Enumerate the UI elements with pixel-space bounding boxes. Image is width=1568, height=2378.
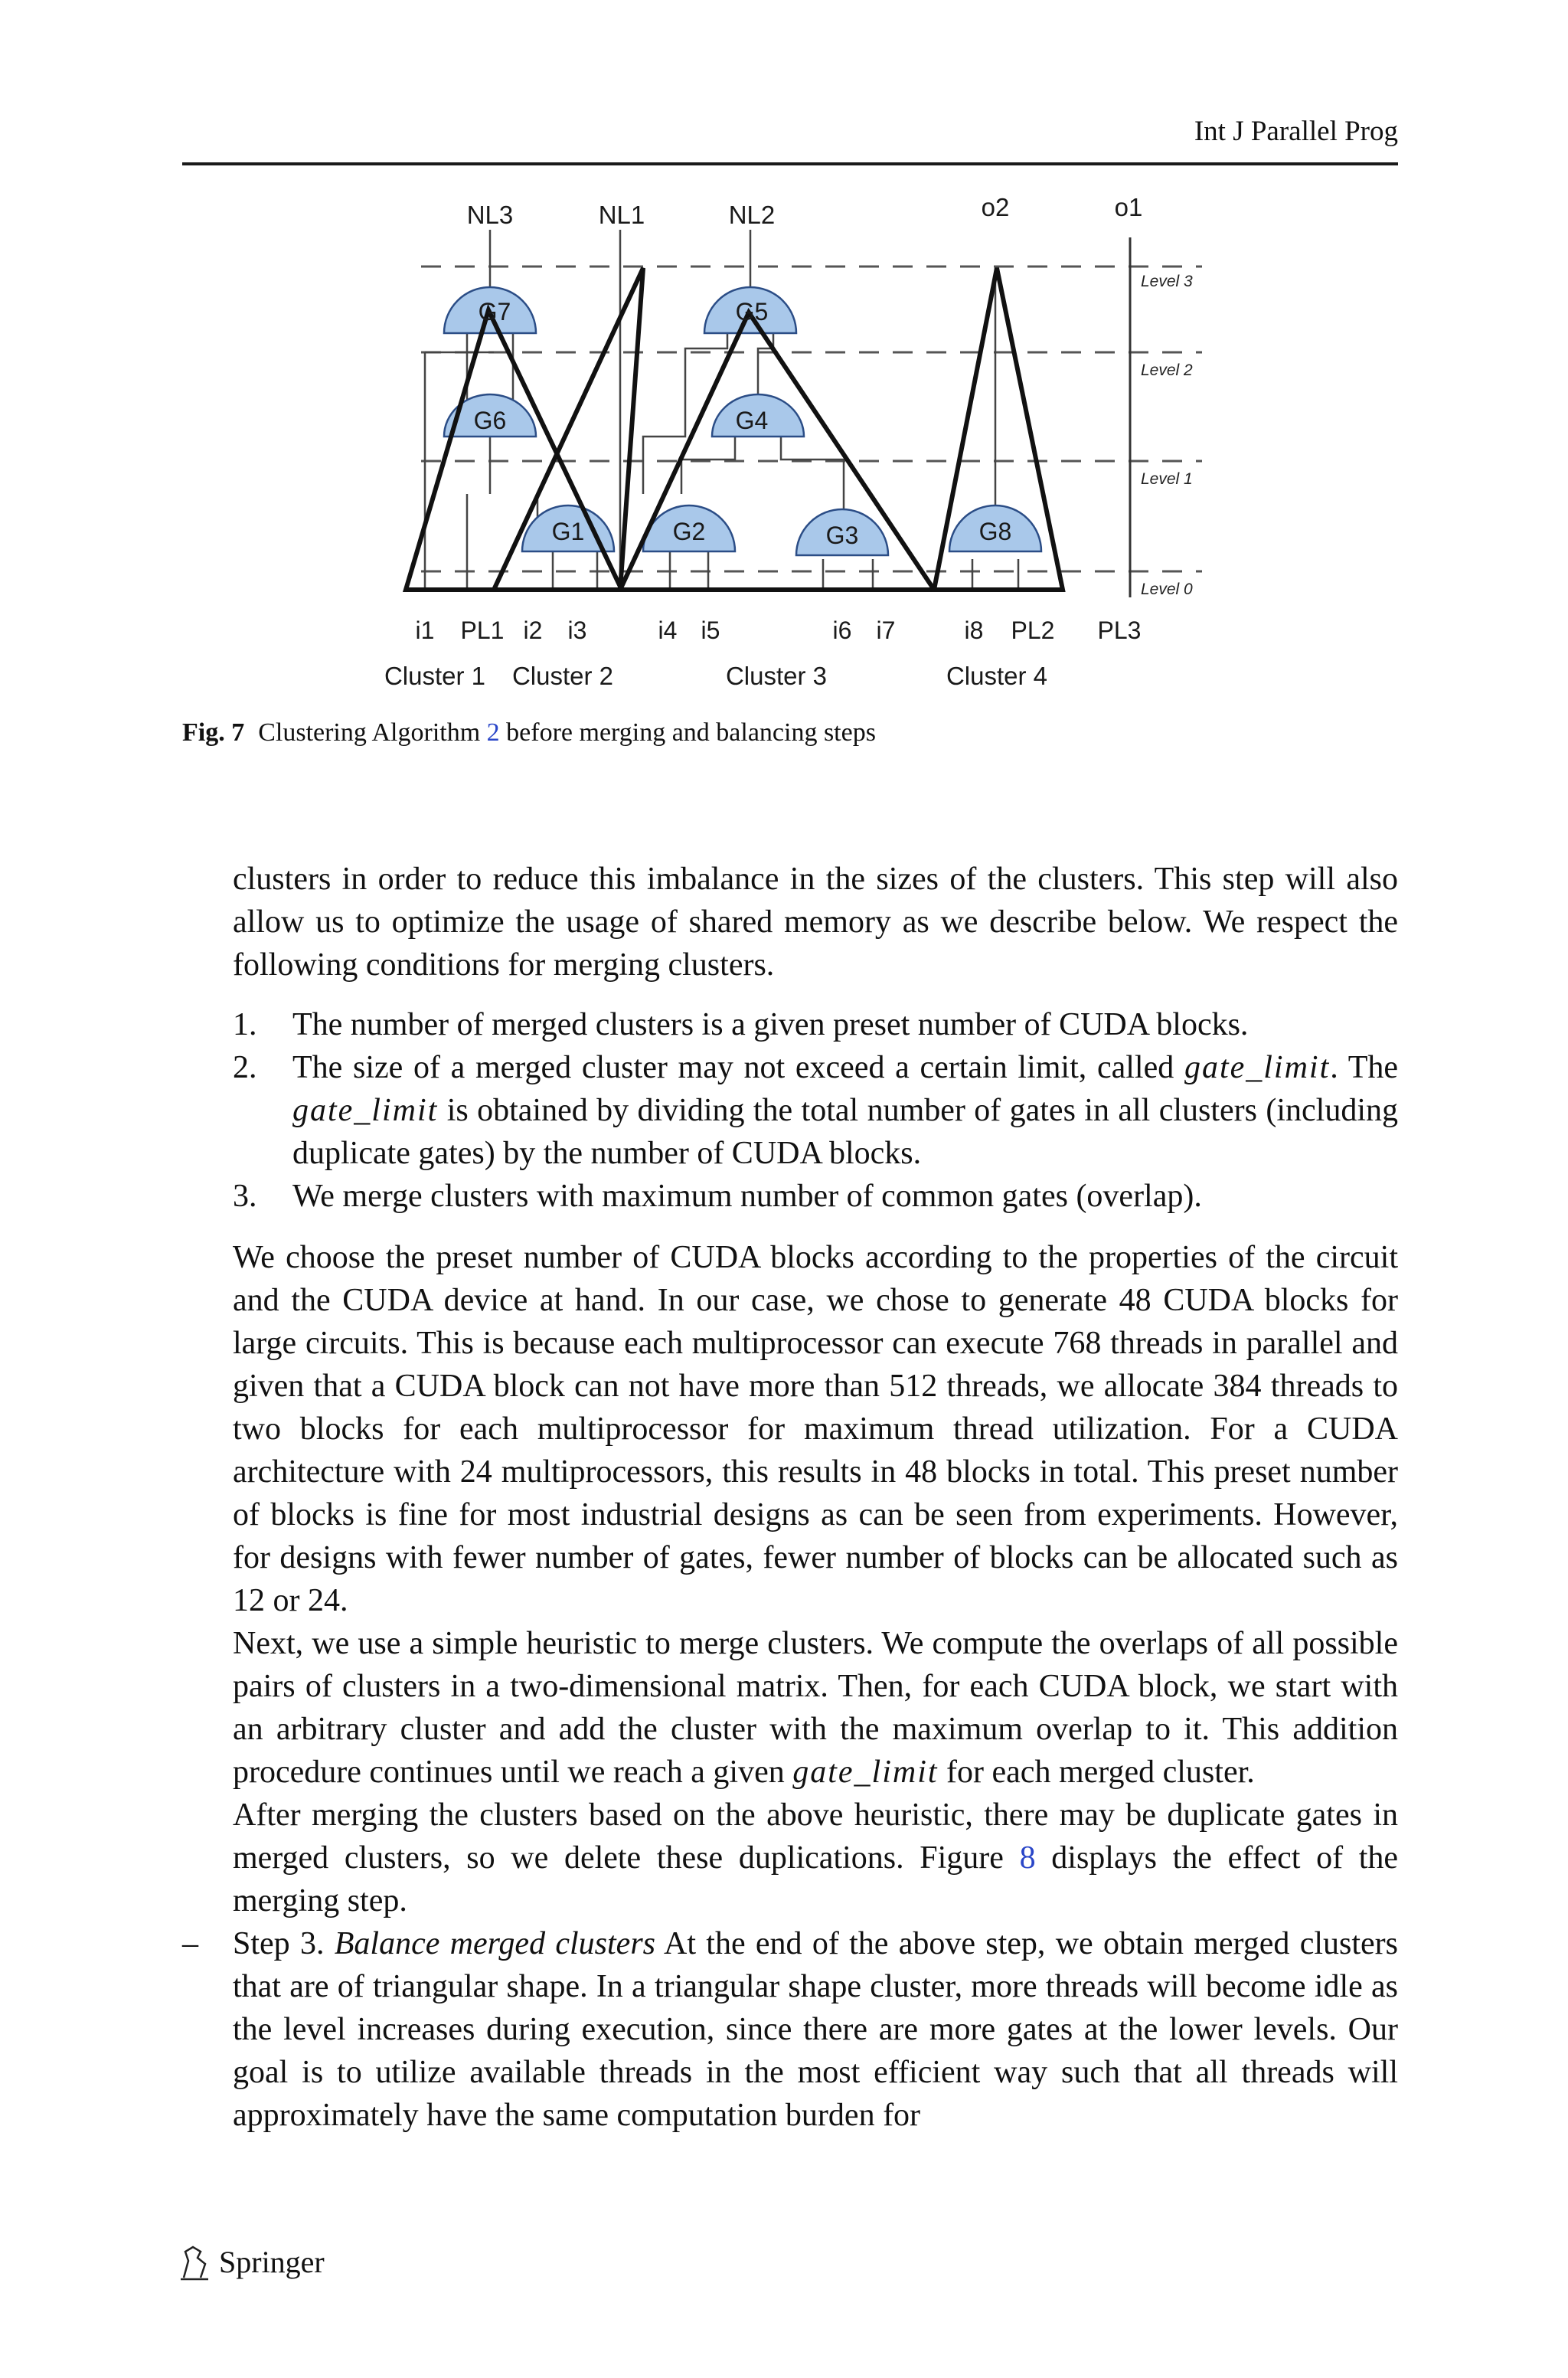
cluster-label: Cluster 2 bbox=[511, 662, 614, 690]
level-label: Level 1 bbox=[1141, 470, 1193, 488]
top-label: NL1 bbox=[598, 201, 645, 229]
gate-label: G1 bbox=[551, 518, 585, 545]
step-title: Balance merged clusters bbox=[334, 1926, 656, 1961]
input-label: i8 bbox=[964, 617, 984, 644]
running-head: Int J Parallel Prog bbox=[1194, 116, 1398, 147]
list-number: 2. bbox=[233, 1050, 257, 1085]
list-item bbox=[233, 1175, 1398, 1218]
gate-limit-term: gate_limit bbox=[292, 1093, 439, 1128]
springer-horse-icon bbox=[178, 2244, 211, 2281]
header-rule bbox=[182, 162, 1398, 165]
level-label: Level 3 bbox=[1141, 273, 1193, 290]
clustering-diagram bbox=[352, 191, 1240, 712]
gate-label: G6 bbox=[473, 407, 507, 434]
input-label: PL1 bbox=[460, 617, 505, 644]
paragraph-text: Next, we use a simple heuristic to merge clusters. We compute the overlaps of all possible pairs of clusters in a two-dimensional matrix. Then, for each CUDA block, we start with an arbitrary cluster and add the cluster with the maximum overlap to it. This addition procedure continues until we reach a given bbox=[233, 1626, 1398, 1790]
caption-label: Fig. 7 bbox=[182, 718, 245, 747]
gate-label: G8 bbox=[978, 518, 1012, 545]
figure-7 bbox=[352, 191, 1240, 712]
paragraph-text: for each merged cluster. bbox=[946, 1755, 1255, 1790]
input-label: i7 bbox=[876, 617, 896, 644]
gate-label: G7 bbox=[478, 298, 511, 325]
gate-label: G4 bbox=[735, 407, 769, 434]
caption-text-after: before merging and balancing steps bbox=[506, 718, 876, 747]
list-text-part: The size of a merged cluster may not exceed a certain limit, called bbox=[292, 1050, 1174, 1085]
list-dash: – bbox=[182, 1926, 198, 1961]
cluster-label: Cluster 4 bbox=[946, 662, 1048, 690]
list-text: The number of merged clusters is a given preset number of CUDA blocks. bbox=[292, 1007, 1249, 1042]
wire bbox=[643, 306, 727, 494]
caption-text-before: Clustering Algorithm bbox=[258, 718, 481, 747]
paragraph-4 bbox=[233, 1794, 1398, 1922]
input-label: i3 bbox=[567, 617, 587, 644]
paragraph-text: After merging the clusters based on the above heuristic, there may be duplicate gates in merged clusters, so we delete these duplications. Figure bbox=[233, 1797, 1398, 1876]
list-number: 1. bbox=[233, 1007, 257, 1042]
paragraph-1: clusters in order to reduce this imbalance in the sizes of the clusters. This step will also allow us to optimize the usage of shared memory as we describe below. We respect the following conditions for merging clusters. bbox=[233, 862, 1398, 983]
gate-label: G2 bbox=[672, 518, 706, 545]
merge-conditions-list bbox=[233, 1003, 1398, 1218]
publisher-name: Springer bbox=[219, 2245, 325, 2279]
step-3-item bbox=[182, 1922, 1399, 2137]
list-item bbox=[233, 1003, 1398, 1046]
body-text bbox=[182, 858, 1399, 2137]
wire bbox=[823, 559, 873, 590]
gate-label: G3 bbox=[825, 522, 859, 549]
list-text-part: . The bbox=[1330, 1050, 1398, 1085]
paragraph-3 bbox=[233, 1622, 1398, 1794]
paragraph-text: displays the effect of the merging step. bbox=[233, 1840, 1399, 1918]
gate-label: G5 bbox=[735, 298, 769, 325]
top-label: o1 bbox=[1114, 193, 1143, 221]
list-number: 3. bbox=[233, 1179, 257, 1214]
input-label: PL3 bbox=[1097, 617, 1142, 644]
input-label: i2 bbox=[523, 617, 543, 644]
figure-8-link[interactable]: 8 bbox=[1019, 1840, 1036, 1876]
top-label: NL3 bbox=[466, 201, 514, 229]
list-text-part: is obtained by dividing the total number of gates in all clusters (including duplicate gates) by the number of CUDA blocks. bbox=[292, 1093, 1399, 1171]
list-item bbox=[233, 1046, 1398, 1175]
step-lead: Step 3. bbox=[233, 1926, 325, 1961]
top-label: o2 bbox=[981, 193, 1010, 221]
paragraph-2: We choose the preset number of CUDA blocks according to the properties of the circuit and the CUDA device at hand. In our case, we chose to generate 48 CUDA blocks for large circuits. This is because each multiprocessor can execute 768 threads in parallel and given that a CUDA block can not have more than 512 threads, we allocate 384 threads to two blocks for each multiprocessor for maximum thread utilization. For a CUDA architecture with 24 multiprocessors, this results in 48 blocks in total. This preset number of blocks is fine for most industrial designs as can be seen from experiments. However, for designs with fewer number of gates, fewer number of blocks can be allocated such as 12 or 24. bbox=[233, 1240, 1398, 1618]
step-text: At the end of the above step, we obtain merged clusters that are of triangular shape. In a triangular shape cluster, more threads will become idle as the level increases during execution, since there are more gates at the lower levels. Our goal is to utilize available threads in the most efficient way such that all threads will approximately have the same computation burden for bbox=[233, 1926, 1399, 2133]
figure-caption bbox=[182, 715, 1398, 751]
input-label: i6 bbox=[832, 617, 852, 644]
gate-limit-term: gate_limit bbox=[1184, 1050, 1331, 1085]
gate-limit-term: gate_limit bbox=[792, 1755, 939, 1790]
list-text bbox=[292, 1046, 1398, 1175]
wire bbox=[972, 559, 1018, 590]
cluster-label: Cluster 3 bbox=[725, 662, 828, 690]
input-label: PL2 bbox=[1011, 617, 1055, 644]
input-label: i1 bbox=[415, 617, 435, 644]
top-label: NL2 bbox=[728, 201, 776, 229]
algorithm-2-link[interactable]: 2 bbox=[486, 718, 500, 747]
footer bbox=[178, 2244, 325, 2281]
level-label: Level 0 bbox=[1141, 581, 1193, 598]
list-text: We merge clusters with maximum number of common gates (overlap). bbox=[292, 1179, 1202, 1214]
cluster-label: Cluster 1 bbox=[384, 662, 486, 690]
input-label: i5 bbox=[701, 617, 720, 644]
input-label: i4 bbox=[658, 617, 678, 644]
level-label: Level 2 bbox=[1141, 361, 1193, 379]
